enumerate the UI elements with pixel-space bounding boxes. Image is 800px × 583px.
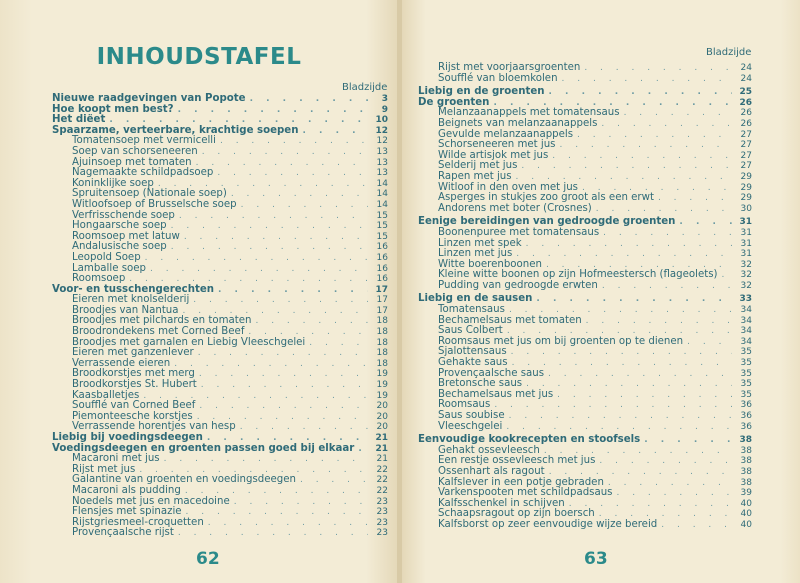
toc-entry-label: Spruitensoep (Nationale soep) bbox=[72, 188, 227, 200]
toc-entry-page: 20 bbox=[376, 422, 388, 433]
toc-leader-dots bbox=[526, 379, 732, 390]
toc-entry-page: 12 bbox=[376, 136, 388, 147]
toc-entry-label: Roomsaus met jus om bij groenten op te dienen bbox=[438, 335, 684, 347]
toc-leader-dots bbox=[207, 433, 368, 444]
toc-entry-label: Nagemaakte schildpadsoep bbox=[72, 167, 214, 179]
toc-entry bbox=[418, 520, 752, 531]
toc-entry-label: Provençaalsche rijst bbox=[72, 527, 174, 539]
toc-entry-label: Sjalottensaus bbox=[438, 346, 507, 358]
toc-entry-page: 31 bbox=[740, 227, 752, 238]
toc-entry-label: Rijst met jus bbox=[72, 463, 136, 475]
toc-entry-page: 18 bbox=[376, 337, 388, 348]
toc-entry bbox=[418, 74, 752, 85]
toc-entry-page: 35 bbox=[740, 389, 752, 400]
toc-leader-dots bbox=[516, 172, 732, 183]
toc-entry-label: Varkenspooten met schildpadsaus bbox=[438, 487, 613, 499]
toc-leader-dots bbox=[687, 337, 732, 348]
toc-entry-label: Provençaalsche saus bbox=[438, 367, 545, 379]
toc-leader-dots bbox=[178, 105, 368, 116]
toc-entry-label: Selderij met jus bbox=[438, 160, 518, 172]
toc-entry-page: 16 bbox=[376, 252, 388, 263]
toc-entry-page: 16 bbox=[376, 263, 388, 274]
toc-leader-dots bbox=[548, 87, 732, 98]
toc-entry-page: 36 bbox=[740, 421, 752, 432]
toc-entry-page: 39 bbox=[740, 488, 752, 499]
toc-leader-dots bbox=[608, 478, 732, 489]
toc-entry-label: Linzen met spek bbox=[438, 237, 522, 249]
toc-entry-page: 35 bbox=[740, 368, 752, 379]
toc-entry-label: Kalfsborst op zeer eenvoudige wijze bereid bbox=[438, 518, 658, 530]
toc-entry-page: 38 bbox=[740, 456, 752, 467]
toc-entry-page: 24 bbox=[740, 73, 752, 84]
toc-entry-page: 27 bbox=[740, 140, 752, 151]
toc-entry-page: 13 bbox=[376, 168, 388, 179]
toc-entry-label: Asperges in stukjes zoo groot als een erwt bbox=[438, 192, 654, 204]
toc-leader-dots bbox=[679, 217, 732, 228]
toc-entry-label: Flensjes met spinazie bbox=[72, 506, 182, 518]
toc-leader-dots bbox=[300, 475, 368, 486]
toc-entry-page: 18 bbox=[376, 316, 388, 327]
toc-entry-page: 34 bbox=[740, 305, 752, 316]
toc-entry-label: Bechamelsaus met jus bbox=[438, 388, 554, 400]
toc-entry bbox=[418, 467, 752, 478]
toc-leader-dots bbox=[596, 204, 732, 215]
toc-leader-dots bbox=[234, 497, 368, 508]
toc-entry-label: Voedingsdeegen en groenten passen goed bij elkaar bbox=[52, 442, 355, 454]
toc-leader-dots bbox=[536, 294, 732, 305]
toc-leader-dots bbox=[145, 253, 368, 264]
toc-entry-page: 24 bbox=[740, 63, 752, 73]
toc-entry-label: Eenige bereidingen van gedroogde groenten bbox=[418, 216, 676, 228]
toc-leader-dots bbox=[602, 281, 732, 292]
toc-entry-page: 34 bbox=[740, 315, 752, 326]
toc-leader-dots bbox=[171, 242, 368, 253]
toc-entry-label: Witloofsoep of Brusselsche soep bbox=[72, 198, 237, 210]
toc-leader-dots bbox=[199, 369, 368, 380]
toc-entry-page: 21 bbox=[375, 443, 388, 454]
toc-entry-page: 20 bbox=[376, 411, 388, 422]
toc-entry-label: Het diëet bbox=[52, 114, 106, 126]
toc-entry-label: Melanzaanappels met tomatensaus bbox=[438, 107, 620, 119]
toc-entry-page: 17 bbox=[376, 305, 388, 316]
toc-entry-label: Roomsoep bbox=[72, 273, 126, 285]
toc-entry-label: Koninklijke soep bbox=[72, 177, 154, 189]
toc-leader-dots bbox=[494, 400, 732, 411]
toc-entry-page: 10 bbox=[375, 115, 388, 126]
toc-entry-label: Een restje ossevleesch met jus bbox=[438, 455, 596, 467]
toc-leader-dots bbox=[217, 168, 368, 179]
toc-leader-dots bbox=[526, 239, 732, 250]
toc-entry-page: 27 bbox=[740, 161, 752, 172]
toc-entry-label: Bretonsche saus bbox=[438, 378, 523, 390]
toc-leader-dots bbox=[599, 456, 732, 467]
toc-list-right bbox=[418, 63, 752, 531]
toc-entry-label: Linzen met jus bbox=[438, 248, 513, 260]
toc-entry-label: Roomsoep met latuw bbox=[72, 230, 180, 242]
toc-entry-label: Verfrisschende soep bbox=[72, 209, 175, 221]
toc-entry-label: Broodjes van Nantua bbox=[72, 304, 179, 316]
toc-section bbox=[52, 94, 388, 105]
toc-leader-dots bbox=[624, 108, 732, 119]
toc-entry-label: Rijst met voorjaarsgroenten bbox=[438, 62, 581, 73]
toc-entry-page: 12 bbox=[375, 125, 388, 136]
toc-leader-dots bbox=[184, 232, 368, 243]
toc-entry-label: Broodkorstjes met merg bbox=[72, 368, 195, 380]
toc-entry-label: Bechamelsaus met tomaten bbox=[438, 314, 582, 326]
toc-entry-page: 13 bbox=[376, 157, 388, 168]
toc-entry-page: 23 bbox=[376, 507, 388, 518]
toc-leader-dots bbox=[616, 488, 732, 499]
toc-entry bbox=[418, 281, 752, 292]
toc-entry-page: 26 bbox=[740, 118, 752, 129]
toc-entry-page: 36 bbox=[740, 411, 752, 421]
toc-entry-label: Soep van schorseneeren bbox=[72, 145, 198, 157]
toc-leader-dots bbox=[231, 189, 368, 200]
toc-entry-page: 16 bbox=[376, 274, 388, 285]
page-number-right: 63 bbox=[584, 549, 608, 569]
toc-leader-dots bbox=[202, 147, 368, 158]
toc-entry-page: 16 bbox=[376, 242, 388, 253]
toc-entry-label: Gehakte saus bbox=[438, 357, 508, 369]
toc-entry-label: Leopold Soep bbox=[72, 251, 141, 263]
toc-leader-dots bbox=[255, 316, 368, 327]
toc-leader-dots bbox=[603, 228, 732, 239]
bladzijde-header: Bladzijde bbox=[342, 82, 388, 93]
toc-leader-dots bbox=[171, 221, 368, 232]
toc-entry-page: 35 bbox=[740, 347, 752, 358]
toc-entry-label: Wilde artisjok met jus bbox=[438, 149, 549, 161]
toc-entry-label: Hongaarsche soep bbox=[72, 220, 167, 232]
toc-entry-label: Gevulde melanzaanappels bbox=[438, 128, 574, 140]
toc-entry-label: Kaasballetjes bbox=[72, 389, 140, 401]
toc-entry bbox=[418, 228, 752, 239]
toc-entry bbox=[52, 253, 388, 264]
toc-entry-label: Piemonteesche korstjes bbox=[72, 410, 193, 422]
toc-entry-label: Liebig bij voedingsdeegen bbox=[52, 432, 203, 443]
toc-leader-dots bbox=[150, 264, 368, 275]
toc-entry-page: 18 bbox=[376, 358, 388, 369]
toc-entry-label: Lamballe soep bbox=[72, 262, 146, 274]
toc-entry-label: Witloof in den oven met jus bbox=[438, 181, 578, 193]
toc-entry-page: 3 bbox=[381, 94, 388, 104]
toc-entry-page: 19 bbox=[376, 390, 388, 401]
toc-leader-dots bbox=[164, 454, 368, 465]
toc-leader-dots bbox=[198, 348, 368, 359]
toc-entry-page: 27 bbox=[740, 129, 752, 140]
toc-leader-dots bbox=[562, 74, 732, 85]
toc-entry-page: 32 bbox=[740, 280, 752, 291]
toc-leader-dots bbox=[179, 211, 368, 222]
toc-entry-label: Broodkorstjes St. Hubert bbox=[72, 379, 197, 391]
toc-entry-page: 38 bbox=[740, 445, 752, 456]
toc-entry-label: Schaapsragout op zijn boersch bbox=[438, 508, 595, 520]
toc-entry-label: Kalfsschenkel in schijven bbox=[438, 497, 565, 509]
toc-entry-page: 14 bbox=[376, 199, 388, 210]
toc-entry-label: Roomsaus bbox=[438, 399, 491, 411]
toc-leader-dots bbox=[548, 369, 732, 380]
toc-entry-label: Hoe koopt men best? bbox=[52, 103, 174, 115]
toc-leader-dots bbox=[241, 200, 368, 211]
toc-leader-dots bbox=[722, 270, 733, 281]
toc-entry-label: Ossenhart als ragout bbox=[438, 465, 545, 477]
bladzijde-header: Bladzijde bbox=[706, 47, 752, 58]
toc-entry-label: Soufflé van Corned Beef bbox=[72, 400, 196, 412]
toc-entry-page: 40 bbox=[740, 519, 752, 530]
toc-entry-label: De groenten bbox=[418, 96, 490, 108]
toc-entry-page: 23 bbox=[376, 496, 388, 507]
toc-entry-label: Eenvoudige kookrecepten en stoofsels bbox=[418, 434, 641, 446]
toc-entry-label: Kleine witte boonen op zijn Hofmeestersch (flageolets) bbox=[438, 269, 718, 281]
toc-entry-page: 13 bbox=[376, 146, 388, 157]
toc-leader-dots bbox=[178, 528, 368, 539]
toc-entry-label: Saus Colbert bbox=[438, 325, 503, 337]
toc-leader-dots bbox=[601, 119, 732, 130]
toc-entry-label: Macaroni als pudding bbox=[72, 484, 181, 496]
toc-entry-label: Galantine van groenten en voedingsdeegen bbox=[72, 474, 296, 486]
toc-entry bbox=[52, 147, 388, 158]
toc-entry-page: 29 bbox=[740, 193, 752, 204]
toc-entry bbox=[418, 63, 752, 74]
toc-leader-dots bbox=[201, 380, 368, 391]
toc-leader-dots bbox=[644, 435, 732, 446]
toc-leader-dots bbox=[302, 126, 368, 137]
toc-entry-label: Tomatensoep met vermicelli bbox=[72, 135, 216, 147]
toc-entry-label: Tomatensaus bbox=[438, 304, 505, 316]
toc-entry-page: 18 bbox=[376, 348, 388, 359]
toc-entry-page: 19 bbox=[376, 380, 388, 391]
toc-leader-dots bbox=[509, 411, 732, 422]
toc-entry-page: 22 bbox=[376, 485, 388, 496]
toc-entry-label: Broodjes met garnalen en Liebig Vleeschgelei bbox=[72, 336, 306, 348]
toc-entry-page: 36 bbox=[740, 400, 752, 411]
toc-entry bbox=[52, 200, 388, 211]
toc-leader-dots bbox=[559, 140, 732, 151]
toc-entry-page: 18 bbox=[376, 327, 388, 338]
toc-entry-page: 38 bbox=[740, 477, 752, 488]
toc-leader-dots bbox=[521, 161, 732, 172]
toc-leader-dots bbox=[174, 359, 368, 370]
right-page bbox=[402, 0, 800, 583]
toc-leader-dots bbox=[512, 358, 732, 369]
toc-entry-label: Pudding van gedroogde erwten bbox=[438, 279, 598, 291]
toc-entry-page: 31 bbox=[740, 249, 752, 260]
toc-entry-page: 25 bbox=[739, 87, 752, 98]
toc-leader-dots bbox=[208, 518, 368, 529]
toc-leader-dots bbox=[218, 285, 368, 296]
toc-entry-label: Boonenpuree met tomatensaus bbox=[438, 226, 600, 238]
toc-entry-page: 21 bbox=[375, 433, 388, 443]
toc-leader-dots bbox=[199, 401, 368, 412]
toc-entry-label: Voor- en tusschengerechten bbox=[52, 283, 214, 295]
toc-leader-dots bbox=[250, 94, 368, 105]
toc-entry-label: Noedels met jus en macedoine bbox=[72, 495, 230, 507]
toc-entry-label: Gehakt ossevleesch bbox=[438, 444, 540, 456]
toc-entry-page: 30 bbox=[740, 203, 752, 214]
toc-entry-label: Kalfslever in een potje gebraden bbox=[438, 476, 604, 488]
toc-leader-dots bbox=[358, 444, 368, 455]
toc-leader-dots bbox=[577, 130, 732, 141]
toc-entry bbox=[52, 528, 388, 539]
toc-entry-label: Eieren met ganzenlever bbox=[72, 347, 194, 359]
toc-section bbox=[52, 433, 388, 444]
toc-entry bbox=[418, 411, 752, 422]
toc-entry bbox=[418, 204, 752, 215]
page-number-left: 62 bbox=[196, 549, 220, 569]
toc-entry-label: Liebig en de sausen bbox=[418, 293, 533, 305]
toc-leader-dots bbox=[557, 390, 732, 401]
toc-leader-dots bbox=[220, 136, 368, 147]
toc-entry-page: 38 bbox=[740, 466, 752, 477]
toc-leader-dots bbox=[658, 193, 732, 204]
toc-entry-page: 26 bbox=[740, 108, 752, 119]
toc-leader-dots bbox=[240, 422, 368, 433]
toc-list-left bbox=[52, 94, 388, 539]
toc-entry-page: 14 bbox=[376, 189, 388, 200]
toc-entry-label: Verrassende eieren bbox=[72, 357, 171, 369]
toc-entry-label: Macaroni met jus bbox=[72, 453, 160, 465]
toc-entry-page: 34 bbox=[740, 326, 752, 337]
toc-entry-page: 32 bbox=[740, 259, 752, 270]
toc-leader-dots bbox=[309, 338, 368, 349]
toc-entry-label: Nieuwe raadgevingen van Popote bbox=[52, 93, 246, 104]
toc-entry-page: 22 bbox=[376, 464, 388, 475]
toc-entry-label: Broodrondekens met Corned Beef bbox=[72, 326, 245, 338]
toc-entry-page: 33 bbox=[739, 294, 752, 305]
toc-leader-dots bbox=[584, 63, 732, 74]
toc-entry-label: Liebig en de groenten bbox=[418, 86, 545, 98]
toc-entry-page: 19 bbox=[376, 369, 388, 380]
toc-entry-page: 15 bbox=[376, 210, 388, 221]
toc-leader-dots bbox=[586, 316, 732, 327]
toc-entry-page: 35 bbox=[740, 358, 752, 369]
toc-entry-page: 40 bbox=[740, 498, 752, 509]
toc-entry-page: 31 bbox=[740, 238, 752, 249]
toc-entry-page: 15 bbox=[376, 221, 388, 232]
toc-leader-dots bbox=[549, 467, 732, 478]
toc-entry-page: 34 bbox=[740, 336, 752, 347]
toc-entry-label: Rapen met jus bbox=[438, 170, 512, 182]
toc-entry-label: Verrassende horentjes van hesp bbox=[72, 421, 236, 433]
toc-entry-page: 15 bbox=[376, 231, 388, 242]
left-page bbox=[0, 0, 398, 583]
toc-entry-page: 20 bbox=[376, 401, 388, 412]
toc-entry-page: 9 bbox=[381, 104, 388, 115]
toc-entry-label: Schorseneeren met jus bbox=[438, 139, 556, 151]
toc-entry-label: Vleeschgelei bbox=[438, 420, 503, 432]
toc-entry-page: 23 bbox=[376, 517, 388, 528]
toc-entry-label: Witte boerenboonen bbox=[438, 258, 542, 270]
toc-entry-page: 35 bbox=[740, 379, 752, 390]
toc-entry bbox=[418, 119, 752, 130]
toc-entry-page: 17 bbox=[376, 295, 388, 306]
toc-entry-label: Ajuinsoep met tomaten bbox=[72, 156, 192, 168]
toc-entry-label: Andorens met boter (Crosnes) bbox=[438, 202, 592, 214]
toc-entry-label: Beignets van melanzaanappels bbox=[438, 117, 598, 129]
toc-leader-dots bbox=[552, 151, 732, 162]
toc-leader-dots bbox=[186, 507, 368, 518]
toc-leader-dots bbox=[506, 422, 732, 433]
toc-entry-page: 31 bbox=[739, 217, 752, 228]
toc-leader-dots bbox=[511, 347, 732, 358]
page-title: INHOUDSTAFEL bbox=[96, 44, 302, 70]
toc-entry-page: 14 bbox=[376, 178, 388, 189]
toc-entry bbox=[52, 486, 388, 497]
toc-entry-label: Saus soubise bbox=[438, 410, 505, 421]
toc-leader-dots bbox=[516, 249, 732, 260]
toc-leader-dots bbox=[661, 520, 732, 531]
toc-entry-page: 38 bbox=[739, 435, 752, 446]
toc-entry-page: 27 bbox=[740, 150, 752, 161]
toc-entry-label: Andalusische soep bbox=[72, 241, 167, 253]
toc-entry-page: 40 bbox=[740, 509, 752, 520]
toc-entry bbox=[418, 422, 752, 433]
toc-entry-page: 21 bbox=[376, 454, 388, 465]
toc-entry-label: Soufflé van bloemkolen bbox=[438, 72, 558, 84]
toc-leader-dots bbox=[196, 158, 368, 169]
toc-entry-page: 17 bbox=[375, 284, 388, 295]
toc-entry-page: 22 bbox=[376, 475, 388, 486]
toc-entry-label: Rijstgriesmeel-croquetten bbox=[72, 516, 204, 528]
toc-entry-label: Broodjes met pilchards en tomaten bbox=[72, 315, 252, 327]
toc-entry-label: Spaarzame, verteerbare, krachtige soepen bbox=[52, 124, 299, 136]
toc-entry-page: 23 bbox=[376, 528, 388, 539]
toc-entry-page: 26 bbox=[739, 97, 752, 108]
toc-entry-label: Eieren met knolselderij bbox=[72, 294, 190, 306]
toc-entry bbox=[418, 172, 752, 183]
toc-leader-dots bbox=[193, 295, 368, 306]
toc-entry-page: 29 bbox=[740, 182, 752, 193]
toc-leader-dots bbox=[185, 486, 368, 497]
toc-entry-page: 32 bbox=[740, 270, 752, 281]
toc-entry-page: 29 bbox=[740, 171, 752, 182]
